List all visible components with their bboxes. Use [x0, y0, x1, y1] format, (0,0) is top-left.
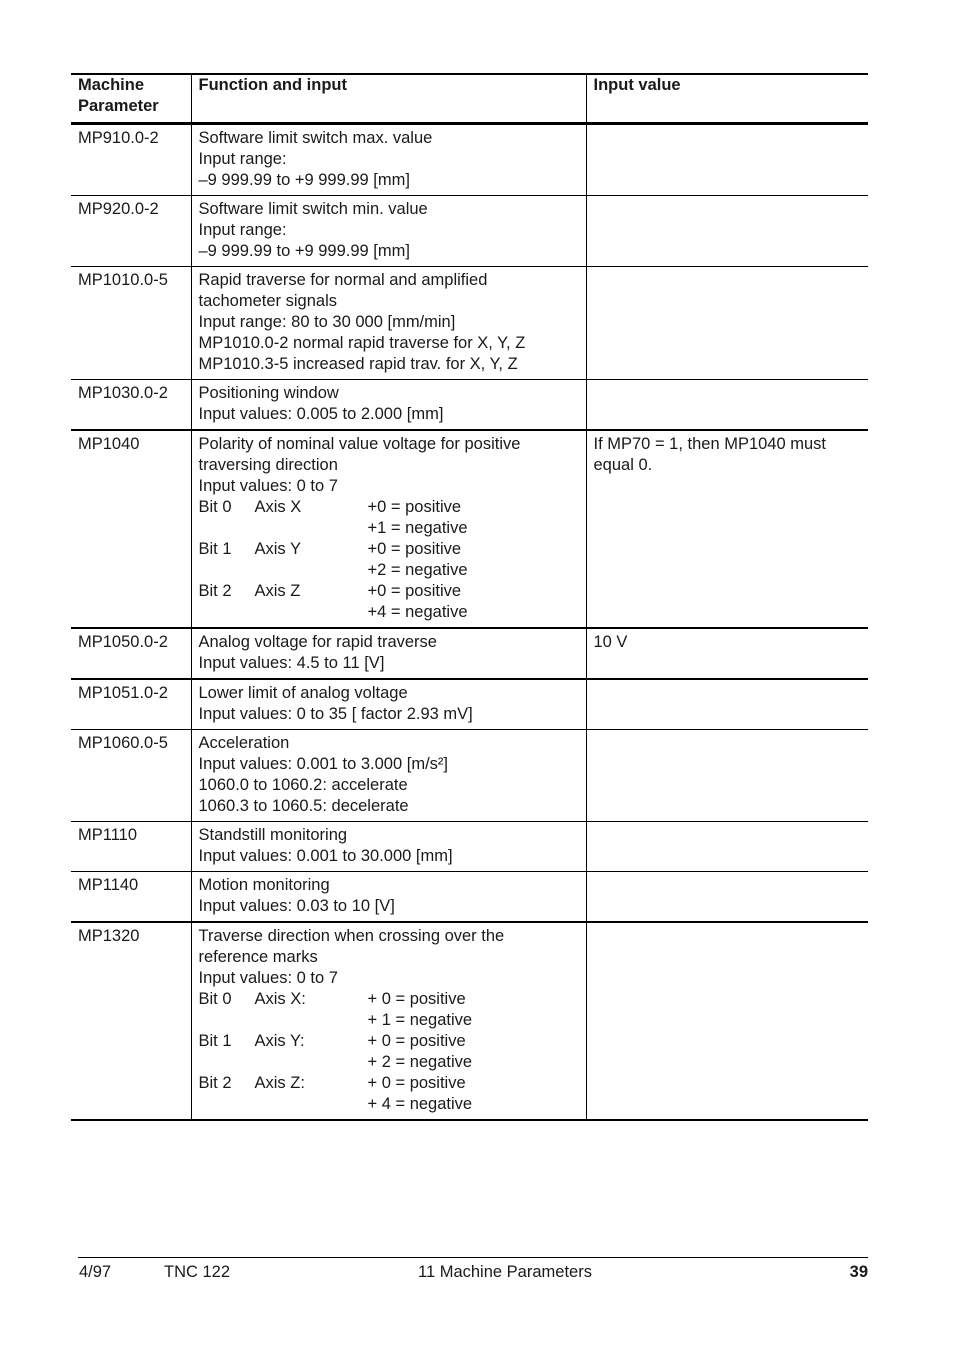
bit-label — [199, 1010, 255, 1031]
bit-label: Bit 0 — [198, 989, 232, 1008]
axis-label: Axis Y: — [254, 1031, 305, 1050]
input-value-cell — [586, 922, 868, 1120]
function-line: MP1010.0-2 normal rapid traverse for X, Y, Z — [198, 333, 526, 352]
input-value-cell — [586, 821, 868, 871]
function-cell — [191, 195, 586, 266]
table-row — [71, 266, 868, 379]
axis-label — [255, 1052, 368, 1073]
bit-label: Bit 1 — [198, 539, 232, 558]
function-line: Input values: 0.03 to 10 [V] — [198, 896, 395, 915]
axis-label: Axis Z — [254, 581, 301, 600]
bit-row — [199, 539, 579, 560]
table-row — [71, 379, 868, 430]
table-row — [71, 430, 868, 628]
function-cell — [191, 379, 586, 430]
parameter-cell: MP1010.0-5 — [78, 270, 168, 289]
function-line: Traverse direction when crossing over the — [198, 926, 505, 945]
input-value-cell: If MP70 = 1, then MP1040 must equal 0. — [593, 434, 826, 474]
input-value-cell — [586, 266, 868, 379]
axis-label: Axis X: — [254, 989, 306, 1008]
bit-value: +0 = positive — [367, 539, 462, 558]
bit-value: +1 = negative — [367, 518, 468, 537]
bit-value: +0 = positive — [367, 581, 462, 600]
table-row — [71, 821, 868, 871]
input-value-cell — [586, 679, 868, 730]
axis-label: Axis Z: — [254, 1073, 305, 1092]
function-line: Software limit switch min. value — [198, 199, 428, 218]
header-function-and-input: Function and input — [191, 74, 586, 123]
axis-label: Axis X — [254, 497, 302, 516]
machine-parameter-table — [71, 73, 868, 1121]
function-line: Standstill monitoring — [198, 825, 348, 844]
bit-row — [199, 602, 579, 623]
function-line: Input values: 4.5 to 11 [V] — [198, 653, 385, 672]
bit-row — [199, 560, 579, 581]
bit-value: + 0 = positive — [367, 1073, 466, 1092]
function-cell — [191, 922, 586, 1120]
parameter-cell: MP1050.0-2 — [78, 632, 168, 651]
bit-label — [199, 518, 255, 539]
bit-row — [199, 497, 579, 518]
function-line: Input values: 0.001 to 30.000 [mm] — [198, 846, 453, 865]
function-line: Acceleration — [198, 733, 290, 752]
table-row — [71, 195, 868, 266]
bit-row — [199, 1094, 579, 1115]
bit-value: + 0 = positive — [367, 1031, 466, 1050]
bit-value: + 1 = negative — [367, 1010, 473, 1029]
input-value-cell: 10 V — [593, 632, 628, 651]
input-value-cell — [586, 379, 868, 430]
function-line: Analog voltage for rapid traverse — [198, 632, 437, 651]
bit-value: + 4 = negative — [367, 1094, 473, 1113]
table-row — [71, 679, 868, 730]
function-cell — [191, 430, 586, 628]
function-line: reference marks — [198, 947, 318, 966]
table-row — [71, 871, 868, 922]
table-row — [71, 123, 868, 195]
bit-value: +0 = positive — [367, 497, 462, 516]
function-cell — [191, 871, 586, 922]
bit-row — [199, 518, 579, 539]
function-cell — [191, 628, 586, 679]
footer-date: 4/97 — [79, 1263, 112, 1281]
input-value-cell — [586, 729, 868, 821]
function-line: Input values: 0.005 to 2.000 [mm] — [198, 404, 444, 423]
bit-value: +4 = negative — [367, 602, 468, 621]
bit-row — [199, 1073, 579, 1094]
parameter-cell: MP910.0-2 — [78, 128, 159, 147]
table-row — [71, 922, 868, 1120]
bit-label: Bit 0 — [198, 497, 232, 516]
function-line: 1060.3 to 1060.5: decelerate — [198, 796, 409, 815]
bit-label — [199, 1094, 255, 1115]
input-value-cell — [586, 195, 868, 266]
bit-label — [199, 602, 255, 623]
function-line: Input values: 0 to 7 — [198, 476, 338, 495]
table-body — [71, 123, 868, 1120]
parameter-cell: MP920.0-2 — [78, 199, 159, 218]
parameter-cell: MP1140 — [78, 875, 139, 894]
bit-value: + 0 = positive — [367, 989, 466, 1008]
page-number: 39 — [849, 1263, 868, 1281]
bit-label — [199, 560, 255, 581]
function-line: Software limit switch max. value — [198, 128, 433, 147]
function-line: tachometer signals — [198, 291, 337, 310]
bit-row — [199, 1010, 579, 1031]
function-line: 1060.0 to 1060.2: accelerate — [198, 775, 408, 794]
function-cell — [191, 679, 586, 730]
header-machine-parameter: Machine Parameter — [71, 74, 191, 123]
function-line: Input values: 0 to 35 [ factor 2.93 mV] — [198, 704, 473, 723]
bit-value: + 2 = negative — [367, 1052, 473, 1071]
axis-label: Axis Y — [254, 539, 301, 558]
footer-model: TNC 122 — [164, 1263, 231, 1281]
input-value-cell — [586, 123, 868, 195]
function-line: Polarity of nominal value voltage for positive — [198, 434, 521, 453]
bit-label: Bit 2 — [198, 581, 232, 600]
bit-row — [199, 989, 579, 1010]
table-row — [71, 628, 868, 679]
parameter-cell: MP1060.0-5 — [78, 733, 168, 752]
function-line: –9 999.99 to +9 999.99 [mm] — [198, 241, 410, 260]
function-line: Lower limit of analog voltage — [198, 683, 408, 702]
bit-value: +2 = negative — [367, 560, 468, 579]
function-cell — [191, 123, 586, 195]
axis-label — [255, 1010, 368, 1031]
function-cell — [191, 729, 586, 821]
table-row — [71, 729, 868, 821]
function-line: MP1010.3-5 increased rapid trav. for X, Y, Z — [198, 354, 518, 373]
bit-row — [199, 581, 579, 602]
parameter-cell: MP1110 — [78, 825, 138, 844]
parameter-cell: MP1051.0-2 — [78, 683, 168, 702]
function-line: Input range: — [198, 149, 287, 168]
parameter-cell: MP1320 — [78, 926, 140, 945]
function-line: Positioning window — [198, 383, 339, 402]
axis-label — [255, 560, 368, 581]
footer-chapter: 11 Machine Parameters — [418, 1263, 592, 1281]
axis-label — [255, 518, 368, 539]
bit-label — [199, 1052, 255, 1073]
function-line: Input values: 0 to 7 — [198, 968, 338, 987]
parameter-cell: MP1040 — [78, 434, 140, 453]
axis-label — [255, 602, 368, 623]
bit-row — [199, 1052, 579, 1073]
footer-rule — [78, 1257, 868, 1258]
table-header-row — [71, 74, 868, 123]
function-line: Motion monitoring — [198, 875, 330, 894]
function-line: Rapid traverse for normal and amplified — [198, 270, 488, 289]
bit-row — [199, 1031, 579, 1052]
function-line: traversing direction — [198, 455, 338, 474]
function-line: Input range: — [198, 220, 287, 239]
function-line: Input range: 80 to 30 000 [mm/min] — [198, 312, 456, 331]
parameter-cell: MP1030.0-2 — [78, 383, 168, 402]
function-line: –9 999.99 to +9 999.99 [mm] — [198, 170, 410, 189]
bit-label: Bit 1 — [198, 1031, 232, 1050]
input-value-cell — [586, 871, 868, 922]
function-line: Input values: 0.001 to 3.000 [m/s²] — [198, 754, 448, 773]
function-cell — [191, 266, 586, 379]
header-input-value: Input value — [586, 74, 868, 123]
function-cell — [191, 821, 586, 871]
axis-label — [255, 1094, 368, 1115]
bit-label: Bit 2 — [198, 1073, 232, 1092]
